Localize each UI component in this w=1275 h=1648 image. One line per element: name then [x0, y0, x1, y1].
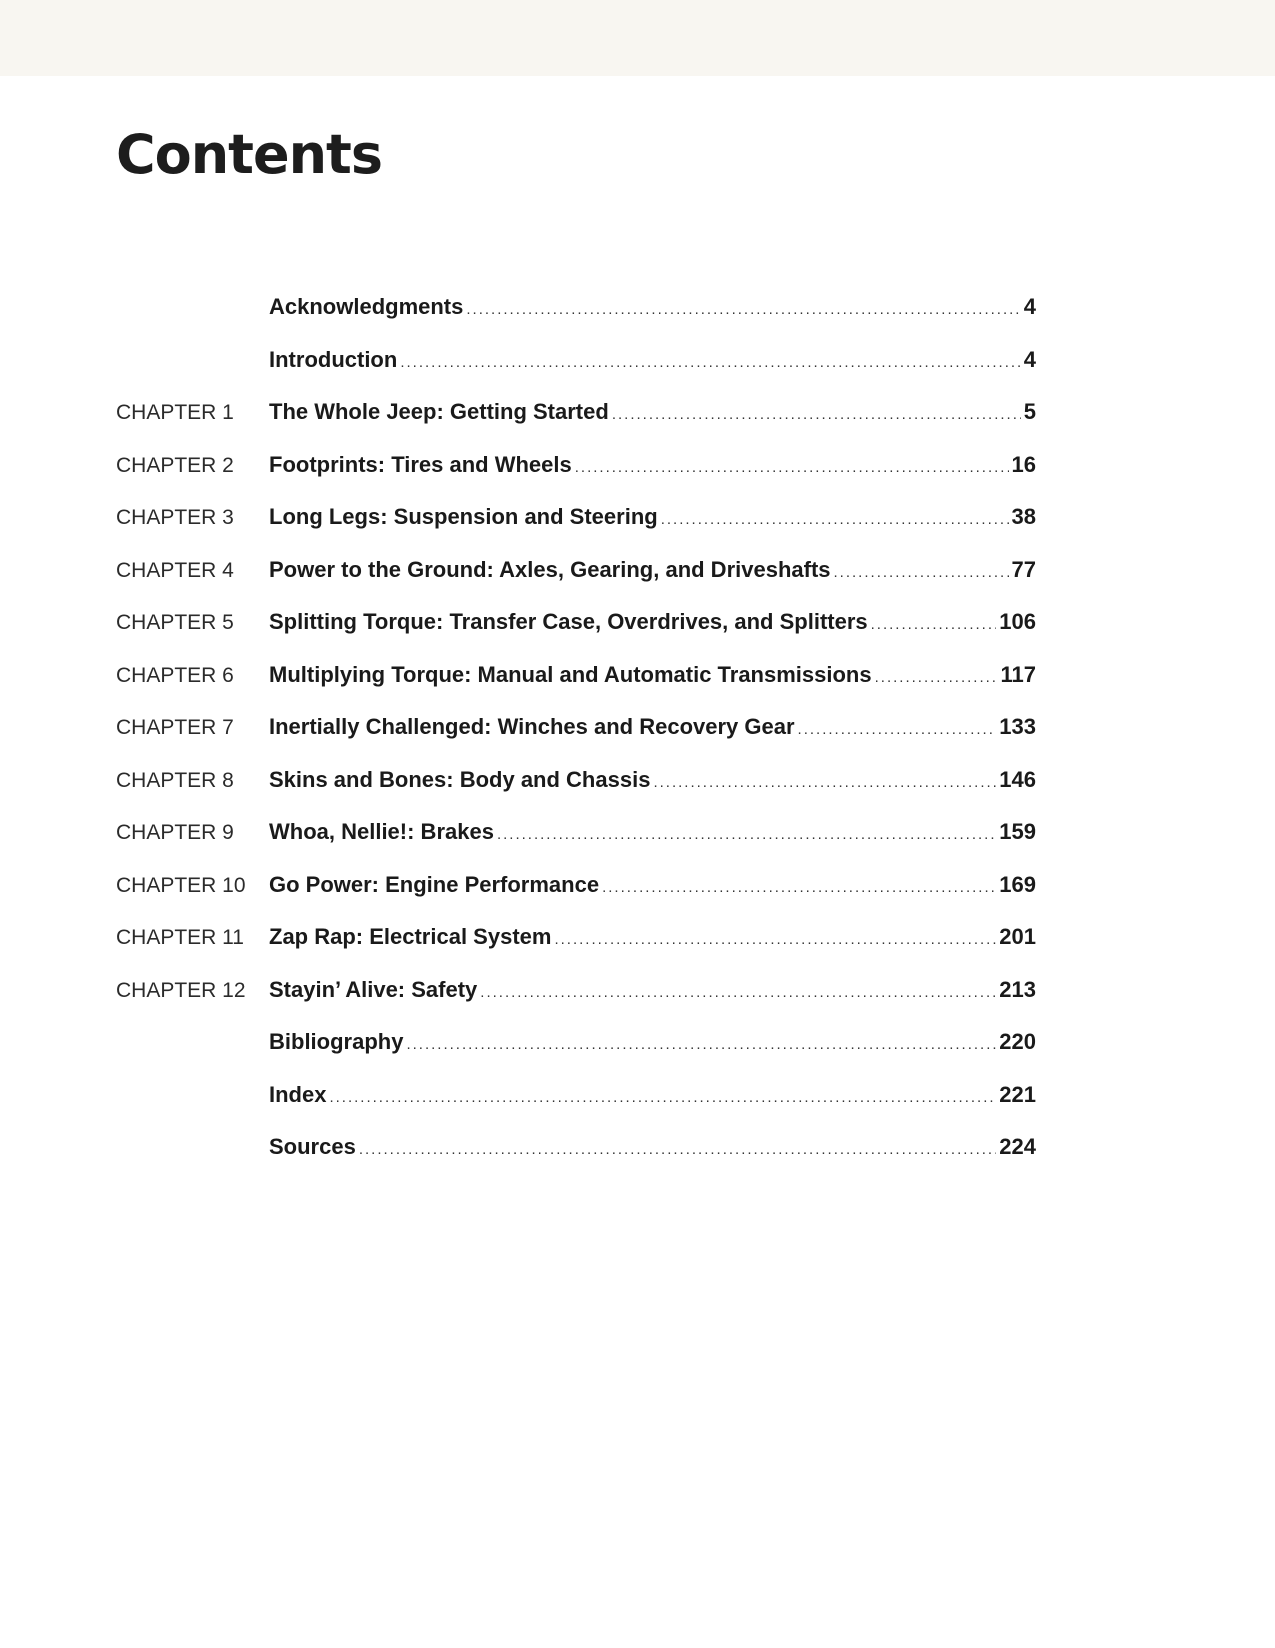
- dot-leader: [871, 616, 997, 633]
- page-title: Contents: [116, 123, 383, 186]
- entry-title: The Whole Jeep: Getting Started: [269, 399, 609, 424]
- page-number: 213: [999, 976, 1036, 1002]
- entry-title: Acknowledgments: [269, 294, 464, 319]
- entry-title: Sources: [269, 1134, 356, 1159]
- dot-leader: [329, 1089, 996, 1106]
- page-number: 220: [999, 1029, 1036, 1054]
- dot-leader: [554, 931, 996, 948]
- entry-title: Power to the Ground: Axles, Gearing, and Driveshafts: [269, 556, 831, 582]
- dot-leader: [480, 984, 996, 1001]
- entry-title: Inertially Challenged: Winches and Recovery Gear: [269, 714, 795, 739]
- toc-entry[interactable]: [116, 1134, 1036, 1187]
- dot-leader: [875, 669, 998, 686]
- entry-title: Stayin’ Alive: Safety: [269, 976, 478, 1002]
- page-number: 4: [1023, 294, 1036, 319]
- dot-leader: [612, 406, 1021, 423]
- page-number: 133: [999, 714, 1036, 739]
- page-number: 117: [1000, 661, 1036, 687]
- entry-title: Index: [269, 1081, 327, 1107]
- toc-entry[interactable]: [116, 1082, 1036, 1135]
- dot-leader: [466, 301, 1020, 318]
- entry-title: Splitting Torque: Transfer Case, Overdrives, and Splitters: [269, 609, 868, 634]
- page-number: 146: [999, 766, 1036, 792]
- dot-leader: [602, 879, 996, 896]
- chapter-label: CHAPTER 8: [116, 768, 234, 792]
- page-number: 159: [999, 819, 1036, 844]
- entry-title: Introduction: [269, 346, 398, 372]
- chapter-label: CHAPTER 1: [116, 401, 234, 424]
- chapter-label: CHAPTER 3: [116, 506, 234, 529]
- toc-entry[interactable]: [116, 662, 1036, 715]
- toc-entry[interactable]: [116, 819, 1036, 872]
- page-number: 16: [1011, 451, 1036, 477]
- entry-title: Multiplying Torque: Manual and Automatic Transmissions: [269, 661, 872, 687]
- dot-leader: [497, 826, 996, 843]
- page-number: 5: [1023, 399, 1036, 424]
- entry-title: Long Legs: Suspension and Steering: [269, 504, 658, 529]
- dot-leader: [798, 721, 997, 738]
- dot-leader: [834, 564, 1009, 581]
- entry-title: Go Power: Engine Performance: [269, 871, 600, 897]
- entry-title: Whoa, Nellie!: Brakes: [269, 819, 494, 844]
- toc-entry[interactable]: [116, 399, 1036, 452]
- entry-title: Skins and Bones: Body and Chassis: [269, 766, 651, 792]
- dot-leader: [575, 459, 1009, 476]
- chapter-label: CHAPTER 7: [116, 716, 234, 739]
- chapter-label: CHAPTER 12: [116, 978, 246, 1002]
- toc-entry[interactable]: [116, 924, 1036, 977]
- toc-entry[interactable]: [116, 504, 1036, 557]
- toc-entry[interactable]: [116, 347, 1036, 400]
- dot-leader: [400, 354, 1020, 371]
- chapter-label: CHAPTER 10: [116, 873, 246, 897]
- chapter-label: CHAPTER 6: [116, 663, 234, 687]
- page-number: 224: [999, 1134, 1036, 1159]
- page-number: 221: [999, 1081, 1036, 1107]
- toc-entry[interactable]: [116, 1029, 1036, 1082]
- chapter-label: CHAPTER 2: [116, 453, 234, 477]
- chapter-label: CHAPTER 11: [116, 926, 244, 949]
- top-margin-band: [0, 0, 1275, 76]
- toc-entry[interactable]: [116, 714, 1036, 767]
- entry-title: Footprints: Tires and Wheels: [269, 451, 572, 477]
- toc-entry[interactable]: [116, 557, 1036, 610]
- toc-entry[interactable]: [116, 872, 1036, 925]
- page-number: 106: [999, 609, 1036, 634]
- page-number: 4: [1023, 346, 1036, 372]
- chapter-label: CHAPTER 4: [116, 558, 234, 582]
- dot-leader: [406, 1036, 996, 1053]
- toc-entry[interactable]: [116, 452, 1036, 505]
- entry-title: Bibliography: [269, 1029, 404, 1054]
- table-of-contents: [116, 294, 1036, 1187]
- toc-entry[interactable]: [116, 294, 1036, 347]
- dot-leader: [359, 1141, 996, 1158]
- chapter-label: CHAPTER 5: [116, 611, 234, 634]
- page-number: 77: [1011, 556, 1036, 582]
- toc-entry[interactable]: [116, 767, 1036, 820]
- page-number: 38: [1011, 504, 1036, 529]
- dot-leader: [661, 511, 1009, 528]
- chapter-label: CHAPTER 9: [116, 821, 234, 844]
- toc-entry[interactable]: [116, 977, 1036, 1030]
- toc-entry[interactable]: [116, 609, 1036, 662]
- page-number: 169: [999, 871, 1036, 897]
- dot-leader: [653, 774, 996, 791]
- entry-title: Zap Rap: Electrical System: [269, 924, 552, 949]
- page-number: 201: [999, 924, 1036, 949]
